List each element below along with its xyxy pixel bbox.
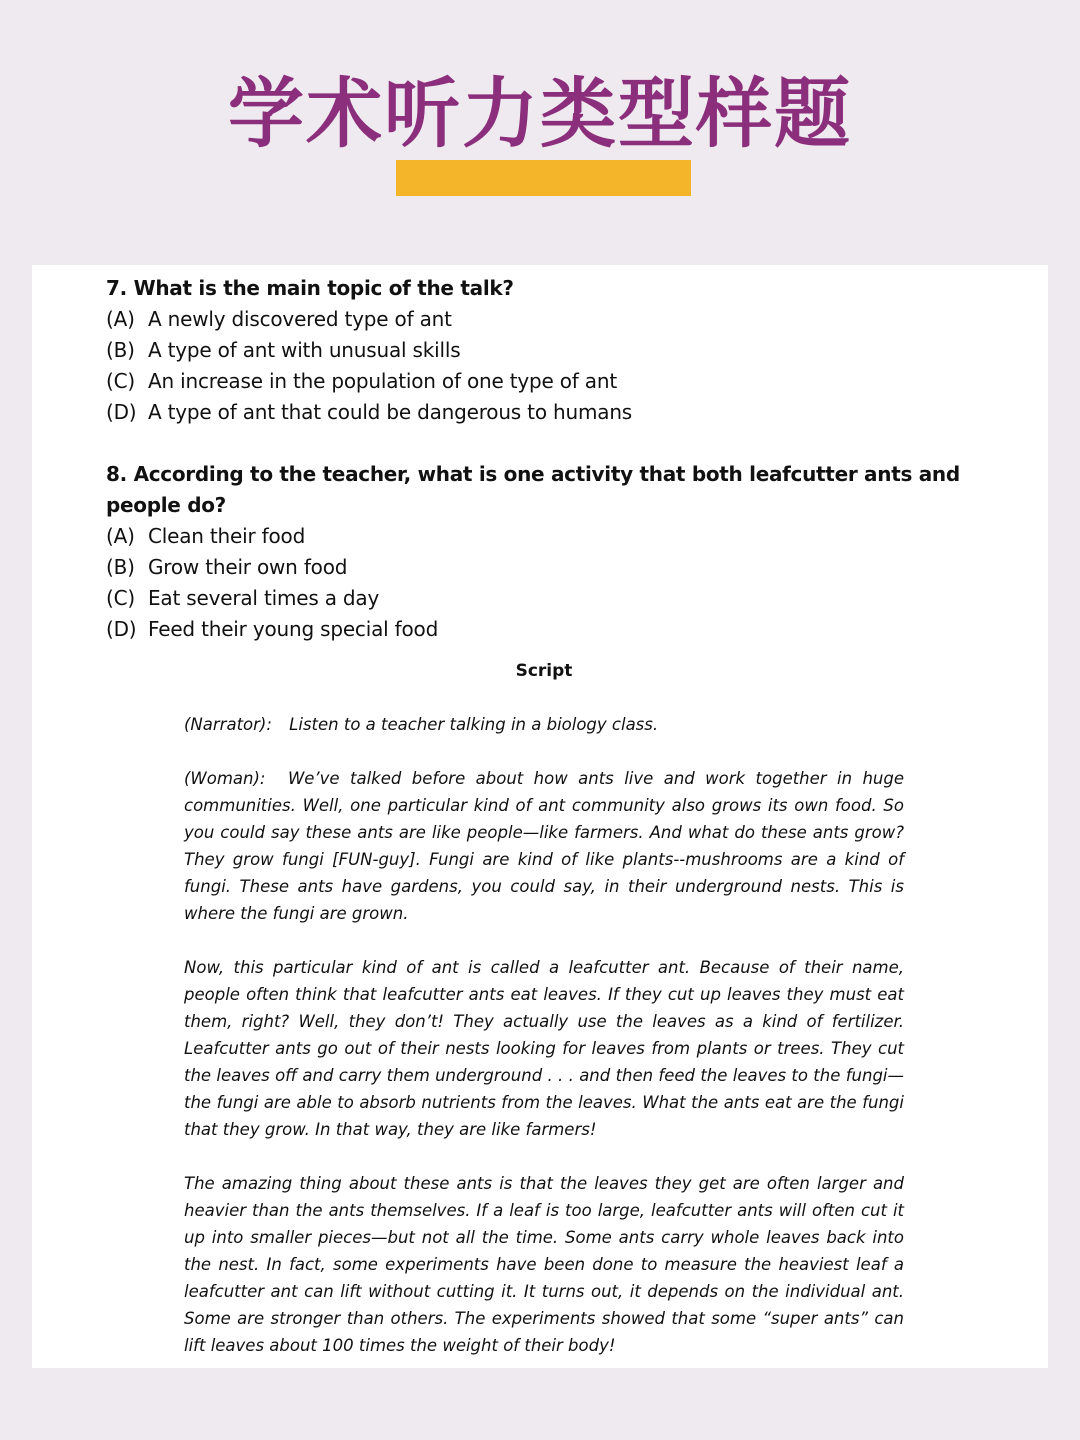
option-letter: (B) [106, 555, 135, 579]
answer-option-c [106, 583, 966, 614]
script-text: We’ve talked before about how ants live and work together in huge communities. Well, one particular kind of ant community also grows its own food. So you could say these ants are like people—like farmers. And what do these ants grow? They grow fungi [FUN-guy]. Fungi are kind of like plants--mushrooms are a kind of fungi. These ants have gardens, you could say, in their underground nests. This is where the fungi are grown. [184, 769, 905, 923]
worksheet [32, 265, 1048, 1368]
option-text: Grow their own food [148, 555, 348, 579]
option-letter: (A) [106, 307, 135, 331]
option-text: A newly discovered type of ant [148, 307, 452, 331]
answer-option-c [106, 366, 966, 397]
answer-option-d [106, 614, 966, 645]
option-text: A type of ant with unusual skills [148, 338, 461, 362]
speaker-label: (Narrator): [184, 715, 272, 734]
page-title: 学术听力类型样题 [228, 69, 852, 158]
answer-option-a [106, 304, 966, 335]
answer-option-b [106, 552, 966, 583]
answer-option-b [106, 335, 966, 366]
option-letter: (D) [106, 400, 137, 424]
option-letter: (B) [106, 338, 135, 362]
question-stem: 8. According to the teacher, what is one activity that both leafcutter ants and people do? [106, 462, 960, 517]
script-body [184, 711, 904, 1386]
option-letter: (A) [106, 524, 135, 548]
option-text: A type of ant that could be dangerous to humans [148, 400, 633, 424]
option-letter: (D) [106, 617, 137, 641]
question-7 [106, 273, 966, 428]
answer-option-d [106, 397, 966, 428]
script-text: The amazing thing about these ants is that the leaves they get are often larger and heavier than the ants themselves. If a leaf is too large, leafcutter ants will often cut it up into smaller pieces—but not all the time. Some ants carry whole leaves back into the nest. In fact, some experiments have been done to measure the heaviest leaf a leafcutter ant can lift without cutting it. It turns out, it depends on the individual ant. Some are stronger than others. The experiments showed that some “super ants” can lift leaves about 100 times the weight of their body! [184, 1174, 904, 1355]
question-stem: 7. What is the main topic of the talk? [106, 276, 514, 300]
script-paragraph [184, 1170, 904, 1359]
speaker-label: (Woman): [184, 769, 266, 788]
option-letter: (C) [106, 369, 135, 393]
option-letter: (C) [106, 586, 135, 610]
script-paragraph-narrator [184, 711, 904, 738]
option-text: An increase in the population of one type of ant [148, 369, 617, 393]
script-text: Now, this particular kind of ant is called a leafcutter ant. Because of their name, people often think that leafcutter ants eat leaves. If they cut up leaves they must eat them, right? Well, they don’t! They actually use the leaves as a kind of fertilizer. Leafcutter ants go out of their nests looking for leaves from plants or trees. They cut the leaves off and carry them underground . . . and then feed the leaves to the fungi—the fungi are able to absorb nutrients from the leaves. What the ants eat are the fungi that they grow. In that way, they are like farmers! [184, 958, 904, 1139]
option-text: Clean their food [148, 524, 306, 548]
script-paragraph-woman [184, 765, 904, 927]
option-text: Eat several times a day [148, 586, 380, 610]
title-underline-bar [396, 160, 691, 196]
answer-option-a [106, 521, 966, 552]
script-heading: Script [515, 661, 573, 681]
script-text: Listen to a teacher talking in a biology class. [289, 715, 659, 734]
question-8 [106, 459, 966, 645]
questions-section [106, 273, 966, 645]
script-paragraph [184, 954, 904, 1143]
option-text: Feed their young special food [148, 617, 439, 641]
